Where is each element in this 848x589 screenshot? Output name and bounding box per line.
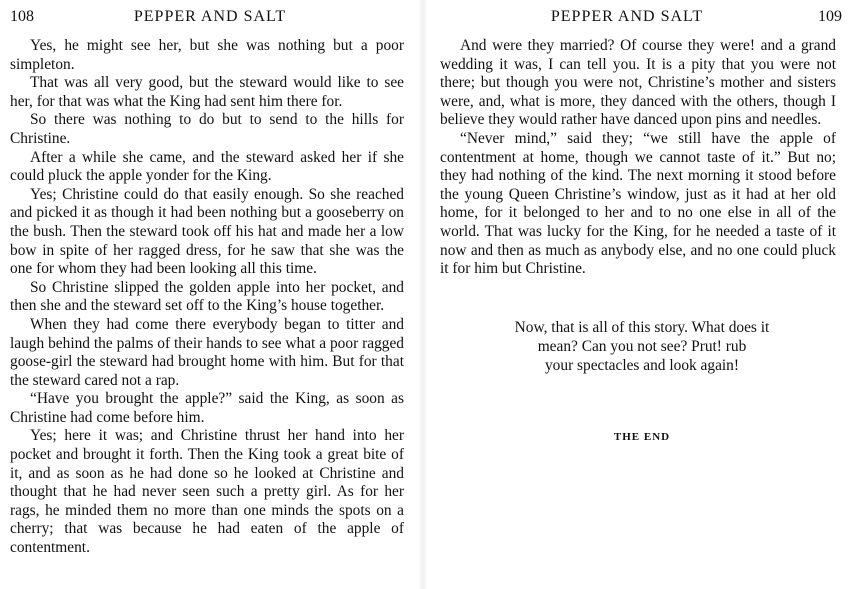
book-gutter xyxy=(418,0,428,589)
paragraph: That was all very good, but the steward would like to see her, for that was what the King had sent him there for. xyxy=(10,74,404,110)
left-page-number: 108 xyxy=(10,8,34,25)
paragraph: Yes; here it was; and Christine thrust her hand into her pocket and brought it forth. Then the King took a great bite of it, and as soon as he had done so he looked at Christine and thought that he had never seen such a pretty girl. As for her rags, he minded them no more than one minds the spots on a cherry; that was because he had eaten of the apple of contentment. xyxy=(10,427,404,557)
paragraph: “Never mind,” said they; “we still have the apple of contentment at home, though we cannot taste of it.” But no; they had nothing of the kind. The next morning it stood before the young Queen Christine’s window, just as it had at her old home, for it belonged to her and to no one else in all of the world. That was lucky for the King, for he needed a taste of it now and then as much as anybody else, and no one could pluck it for him but Christine. xyxy=(440,129,836,278)
the-end-mark: THE END xyxy=(613,431,671,443)
paragraph: Yes, he might see her, but she was nothing but a poor simpleton. xyxy=(10,37,404,73)
left-running-title: PEPPER AND SALT xyxy=(133,8,287,25)
right-running-title: PEPPER AND SALT xyxy=(550,8,704,25)
closing-moral xyxy=(436,318,848,375)
paragraph: When they had come there everybody began to titter and laugh behind the palms of their hands to see what a poor ragged goose-girl the steward had brought home with him. But for that the steward cared not a rap. xyxy=(10,315,404,389)
right-page-number: 109 xyxy=(818,8,842,25)
right-page xyxy=(436,0,848,589)
paragraph: Yes; Christine could do that easily enough. So she reached and picked it as though it had been nothing but a gooseberry on the bush. Then the steward took off his hat and made her a low bow in spite of her ragged dress, for he saw that she was the one for whom they had been looking all this time. xyxy=(10,185,404,278)
paragraph: “Have you brought the apple?” said the King, as soon as Christine had come before him. xyxy=(10,390,404,426)
left-page-header xyxy=(0,8,410,28)
paragraph: So there was nothing to do but to send to the hills for Christine. xyxy=(10,111,404,147)
closing-line: mean? Can you not see? Prut! rub xyxy=(537,338,747,355)
left-page xyxy=(0,0,410,589)
right-page-header xyxy=(436,8,848,28)
closing-line: your spectacles and look again! xyxy=(544,357,740,374)
paragraph: And were they married? Of course they were! and a grand wedding it was, I can tell you. It is a pity that you were not there; but though you were not, Christine’s mother and sisters were, and, what is more, they danced with the others, though I believe they would rather have danced upon pins and needles. xyxy=(440,37,836,129)
closing-line: Now, that is all of this story. What does it xyxy=(514,319,770,336)
left-page-body xyxy=(10,37,404,558)
right-page-body xyxy=(440,37,836,279)
paragraph: After a while she came, and the steward asked her if she could pluck the apple yonder for the King. xyxy=(10,148,404,185)
paragraph: So Christine slipped the golden apple into her pocket, and then she and the steward set off to the King’s house together. xyxy=(10,278,404,315)
